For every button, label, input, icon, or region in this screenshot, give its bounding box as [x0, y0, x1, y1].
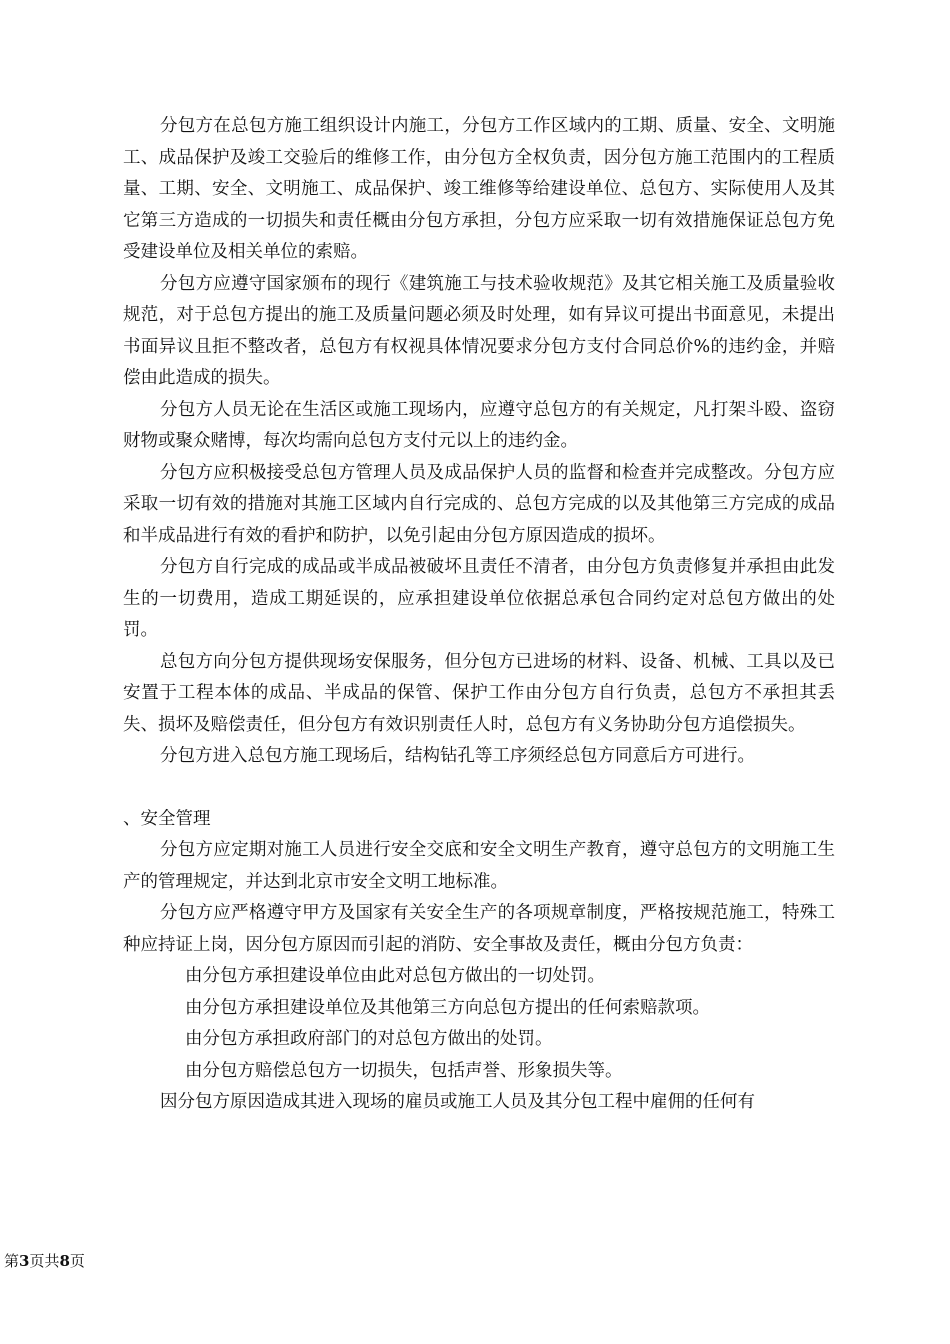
paragraph: 分包方应遵守国家颁布的现行《建筑施工与技术验收规范》及其它相关施工及质量验收规范，对于总包方提出的施工及质量问题必须及时处理，如有异议可提出书面意见，未提出书面异议且拒不整改者，总包方有权视具体情况要求分包方支付合同总价%的违约金，并赔偿由此造成的损失。	[123, 273, 835, 388]
section-title: 、安全管理	[123, 808, 211, 829]
footer-prefix: 第	[4, 1252, 20, 1270]
total-page-number: 8	[59, 1252, 70, 1270]
paragraph: 分包方应积极接受总包方管理人员及成品保护人员的监督和检查并完成整改。分包方应采取一切有效的措施对其施工区域内自行完成的、总包方完成的以及其他第三方完成的成品和半成品进行有效的看护和防护，以免引起由分包方原因造成的损坏。	[123, 462, 835, 546]
paragraph: 分包方自行完成的成品或半成品被破坏且责任不清者，由分包方负责修复并承担由此发生的一切费用，造成工期延误的，应承担建设单位依据总承包合同约定对总包方做出的处罚。	[123, 557, 835, 640]
page-body	[123, 111, 835, 1119]
paragraph: 总包方向分包方提供现场安保服务，但分包方已进场的材料、设备、机械、工具以及已安置于工程本体的成品、半成品的保管、保护工作由分包方自行负责，总包方不承担其丢失、损坏及赔偿责任，但分包方有效识别责任人时，总包方有义务协助分包方追偿损失。	[123, 651, 835, 735]
list-item: 由分包方承担建设单位由此对总包方做出的一切处罚。	[185, 966, 605, 986]
paragraph: 分包方应严格遵守甲方及国家有关安全生产的各项规章制度，严格按规范施工，特殊工种应持证上岗，因分包方原因而引起的消防、安全事故及责任，概由分包方负责：	[123, 903, 835, 955]
footer-suffix: 页	[69, 1252, 85, 1270]
list-item: 由分包方承担建设单位及其他第三方向总包方提出的任何索赔款项。	[185, 997, 710, 1018]
current-page-number: 3	[19, 1252, 30, 1270]
list-item: 由分包方赔偿总包方一切损失，包括声誉、形象损失等。	[185, 1060, 623, 1081]
page-number-footer	[4, 1251, 85, 1271]
paragraph: 分包方应定期对施工人员进行安全交底和安全文明生产教育，遵守总包方的文明施工生产的管理规定，并达到北京市安全文明工地标准。	[123, 840, 835, 892]
list-item: 由分包方承担政府部门的对总包方做出的处罚。	[185, 1029, 553, 1049]
footer-middle: 页共	[29, 1252, 60, 1270]
paragraph: 分包方进入总包方施工现场后，结构钻孔等工序须经总包方同意后方可进行。	[160, 746, 755, 766]
paragraph: 因分包方原因造成其进入现场的雇员或施工人员及其分包工程中雇佣的任何有	[160, 1092, 755, 1112]
paragraph: 分包方人员无论在生活区或施工现场内，应遵守总包方的有关规定，凡打架斗殴、盗窃财物或聚众赌博，每次均需向总包方支付元以上的违约金。	[123, 399, 835, 451]
paragraph: 分包方在总包方施工组织设计内施工，分包方工作区域内的工期、质量、安全、文明施工、成品保护及竣工交验后的维修工作，由分包方全权负责，因分包方施工范围内的工程质量、工期、安全、文明施工、成品保护、竣工维修等给建设单位、总包方、实际使用人及其它第三方造成的一切损失和责任概由分包方承担，分包方应采取一切有效措施保证总包方免受建设单位及相关单位的索赔。	[123, 116, 835, 262]
